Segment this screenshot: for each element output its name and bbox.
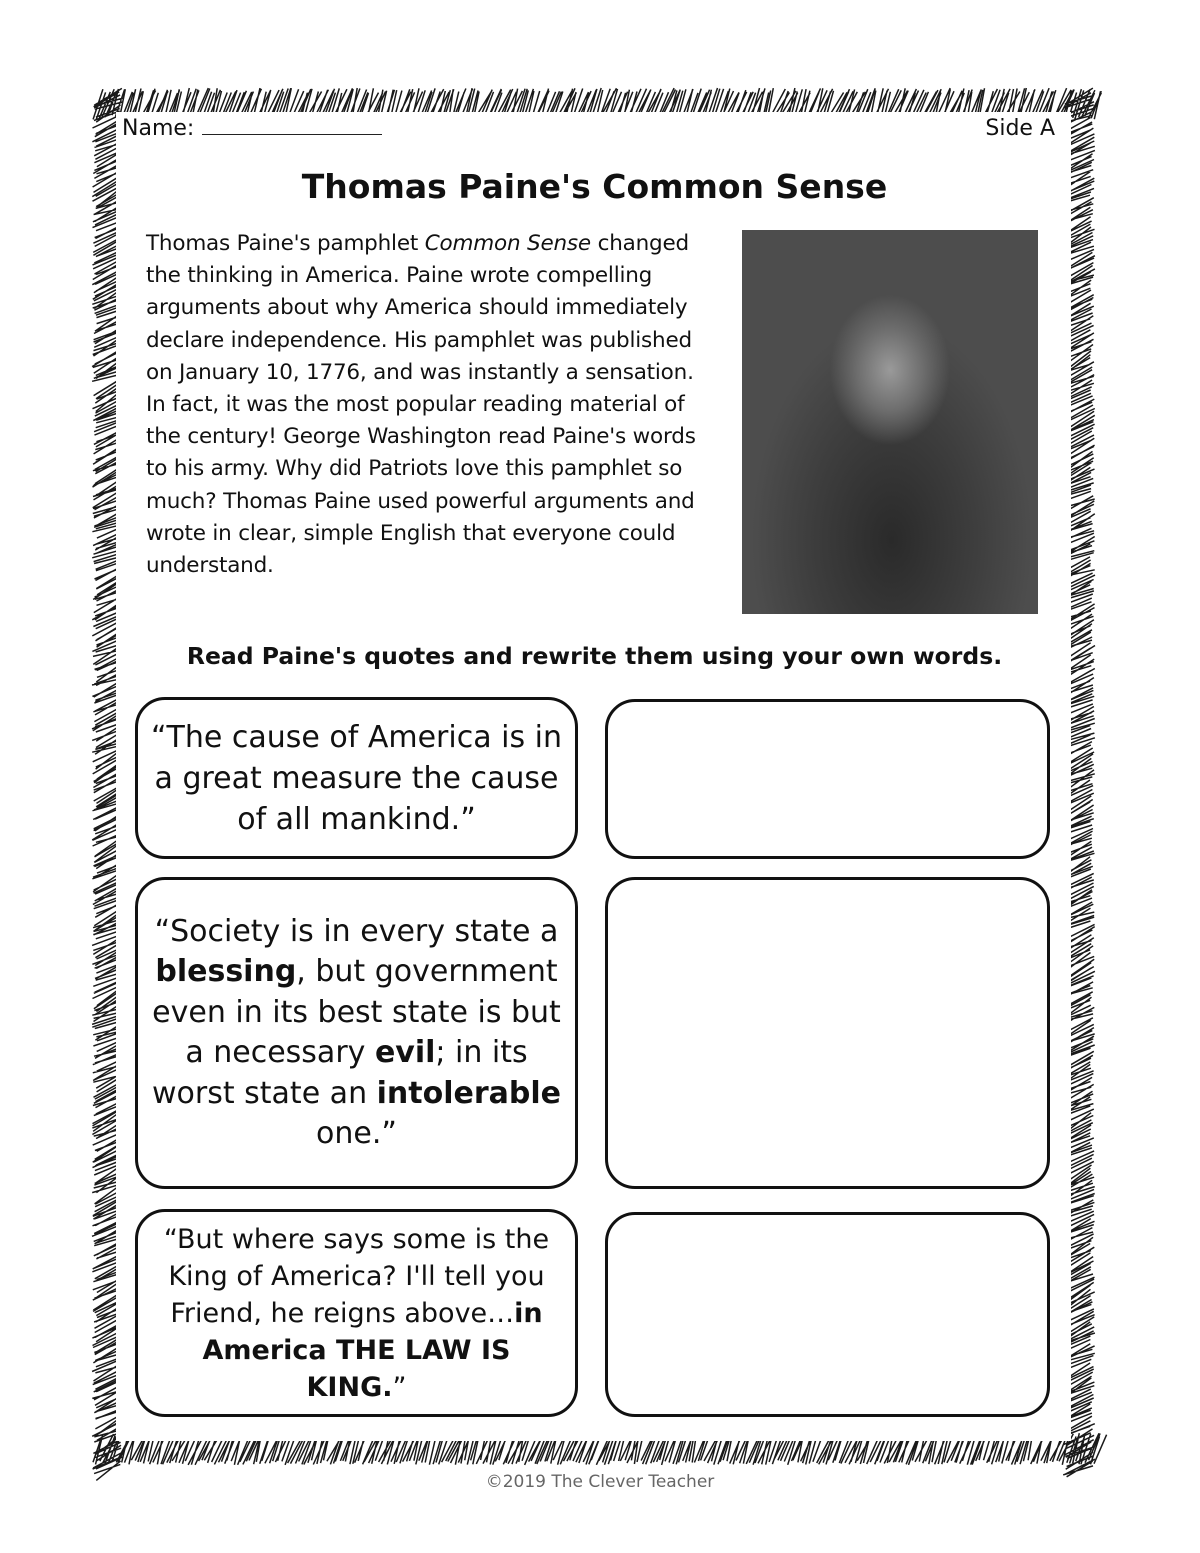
quote-3-part: ” [392, 1371, 407, 1403]
quote-2-bold: evil [374, 1035, 436, 1070]
quote-box-3 [135, 1209, 578, 1417]
quote-2-part: ; in its worst state an [152, 1035, 528, 1111]
name-blank-line[interactable] [202, 116, 382, 135]
intro-text-rest: changed the thinking in America. Paine wrote compelling arguments about why America should immediately declare independence. His pamphlet was published on January 10, 1776, and was instantly a sensation. In fact, it was the most popular reading material of the century! George Washington read Paine's words to his army. Why did Patriots love this pamphlet so much? Thomas Paine used powerful arguments and wrote in clear, simple English that everyone could understand. [146, 231, 696, 579]
side-label: Side A [985, 116, 1055, 141]
copyright-footer: ©2019 The Clever Teacher [485, 1472, 715, 1492]
quote-3-part: “But where says some is the King of America? I'll tell you Friend, he reigns above… [163, 1223, 550, 1329]
quote-3-bold: in America THE LAW IS KING. [202, 1297, 543, 1403]
name-label: Name: [122, 116, 195, 141]
quote-box-1 [135, 697, 578, 859]
quote-2-bold: intolerable [376, 1075, 561, 1111]
quote-2-part: one.” [316, 1116, 397, 1151]
answer-box-2[interactable] [605, 877, 1050, 1189]
instruction-text: Read Paine's quotes and rewrite them using your own words. [186, 642, 1003, 670]
quote-3-text [150, 1221, 563, 1406]
thomas-paine-portrait [742, 230, 1038, 614]
name-field[interactable] [122, 116, 382, 141]
intro-paragraph [146, 228, 716, 582]
page-title: Thomas Paine's Common Sense [301, 167, 888, 206]
answer-box-3[interactable] [605, 1212, 1050, 1417]
quote-2-text [150, 912, 563, 1155]
quote-2-part: , but government even in its best state is but a necessary [152, 954, 561, 1070]
answer-box-1[interactable] [605, 699, 1050, 859]
intro-pamphlet-title: Common Sense [424, 231, 591, 256]
quote-2-bold: blessing [155, 954, 297, 989]
quote-1-text: “The cause of America is in a great measure the cause of all mankind.” [151, 719, 562, 837]
quote-box-2 [135, 877, 578, 1189]
worksheet [122, 112, 1057, 1437]
intro-text-start: Thomas Paine's pamphlet [146, 231, 425, 256]
quote-2-part: “Society is in every state a [154, 913, 559, 949]
